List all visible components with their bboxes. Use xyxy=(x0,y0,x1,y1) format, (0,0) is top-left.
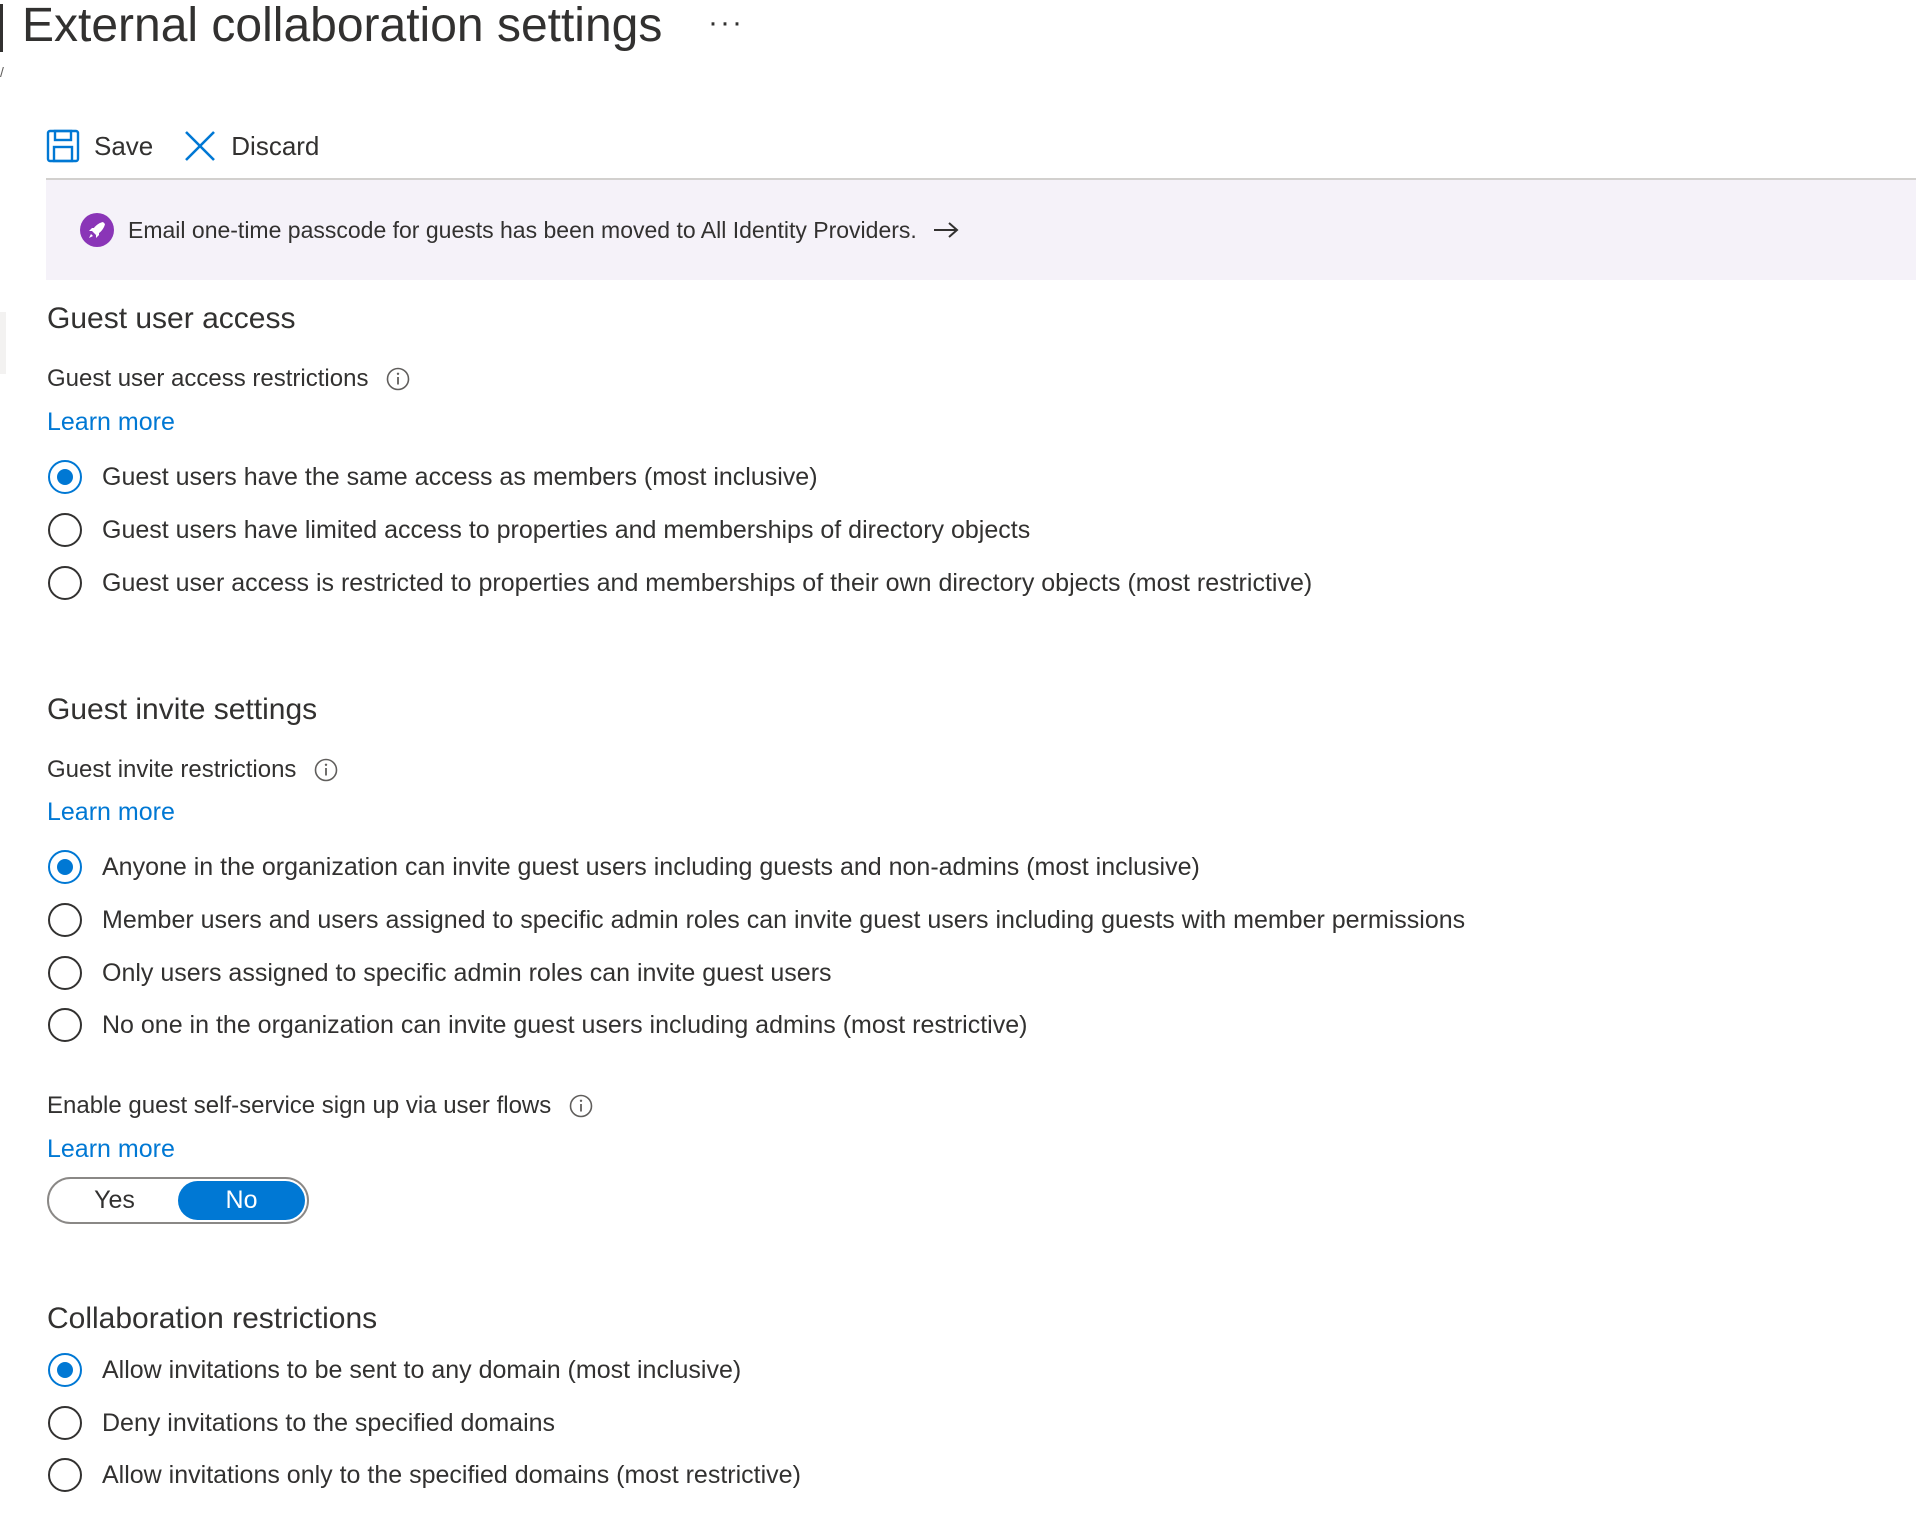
radio-label: Only users assigned to specific admin roles can invite guest users xyxy=(102,958,832,987)
radio-button[interactable] xyxy=(48,1353,82,1387)
close-icon xyxy=(183,129,217,163)
radio-button[interactable] xyxy=(48,513,82,547)
section-title-collaboration: Collaboration restrictions xyxy=(47,1302,378,1335)
toggle-yes[interactable]: Yes xyxy=(94,1186,135,1214)
arrow-right-icon[interactable] xyxy=(933,220,959,240)
radio-label: Guest users have the same access as members (most inclusive) xyxy=(102,462,818,491)
banner-text: Email one-time passcode for guests has been moved to All Identity Providers. xyxy=(128,216,917,243)
radio-label: Anyone in the organization can invite guest users including guests and non-admins (most inclusive) xyxy=(102,852,1200,881)
title-separator xyxy=(0,4,3,52)
radio-option[interactable] xyxy=(48,460,818,494)
info-icon[interactable] xyxy=(569,1094,593,1118)
self-service-label xyxy=(47,1092,593,1120)
guest-access-label-text: Guest user access restrictions xyxy=(47,365,369,392)
save-label: Save xyxy=(94,130,154,161)
self-service-toggle[interactable] xyxy=(47,1177,309,1224)
radio-option[interactable] xyxy=(48,566,1312,600)
command-bar xyxy=(46,118,349,174)
self-service-label-text: Enable guest self-service sign up via user flows xyxy=(47,1092,552,1119)
info-banner xyxy=(46,180,1916,280)
radio-option[interactable] xyxy=(48,513,1030,547)
save-button[interactable] xyxy=(46,129,153,163)
learn-more-link[interactable]: Learn more xyxy=(47,798,175,826)
radio-option[interactable] xyxy=(48,1353,741,1387)
learn-more-link[interactable]: Learn more xyxy=(47,1135,175,1163)
learn-more-link[interactable]: Learn more xyxy=(47,408,175,436)
radio-button[interactable] xyxy=(48,1458,82,1492)
discard-label: Discard xyxy=(231,130,320,161)
radio-option[interactable] xyxy=(48,956,832,990)
radio-label: Allow invitations only to the specified domains (most restrictive) xyxy=(102,1460,801,1489)
radio-label: Allow invitations to be sent to any domain (most inclusive) xyxy=(102,1355,742,1384)
radio-button[interactable] xyxy=(48,956,82,990)
toggle-no[interactable]: No xyxy=(178,1181,305,1220)
discard-button[interactable] xyxy=(183,129,319,163)
radio-button[interactable] xyxy=(48,460,82,494)
radio-label: Guest user access is restricted to properties and memberships of their own directory objects (most restrictive) xyxy=(102,568,1313,597)
radio-button[interactable] xyxy=(48,850,82,884)
rocket-icon xyxy=(80,213,114,247)
radio-option[interactable] xyxy=(48,1406,555,1440)
radio-label: Guest users have limited access to properties and memberships of directory objects xyxy=(102,515,1031,544)
breadcrumb: / xyxy=(0,64,4,80)
radio-button[interactable] xyxy=(48,903,82,937)
guest-invite-label xyxy=(47,756,338,784)
radio-option[interactable] xyxy=(48,1458,801,1492)
radio-label: Deny invitations to the specified domains xyxy=(102,1408,556,1437)
radio-option[interactable] xyxy=(48,1008,1027,1042)
info-icon[interactable] xyxy=(314,758,338,782)
guest-invite-label-text: Guest invite restrictions xyxy=(47,756,297,783)
info-icon[interactable] xyxy=(386,367,410,391)
section-title-guest-access: Guest user access xyxy=(47,302,296,335)
radio-button[interactable] xyxy=(48,566,82,600)
radio-label: No one in the organization can invite guest users including admins (most restrictive) xyxy=(102,1010,1028,1039)
radio-button[interactable] xyxy=(48,1008,82,1042)
radio-option[interactable] xyxy=(48,903,1465,937)
title-bar xyxy=(0,0,1916,60)
radio-label: Member users and users assigned to specific admin roles can invite guest users including guests with member permissions xyxy=(102,905,1466,934)
page-title: External collaboration settings xyxy=(22,0,663,52)
radio-option[interactable] xyxy=(48,850,1200,884)
section-title-guest-invite: Guest invite settings xyxy=(47,693,318,726)
save-icon xyxy=(46,129,80,163)
guest-access-label xyxy=(47,365,410,393)
sidebar-edge xyxy=(0,312,6,374)
radio-button[interactable] xyxy=(48,1406,82,1440)
more-options-button[interactable]: ··· xyxy=(708,6,744,39)
